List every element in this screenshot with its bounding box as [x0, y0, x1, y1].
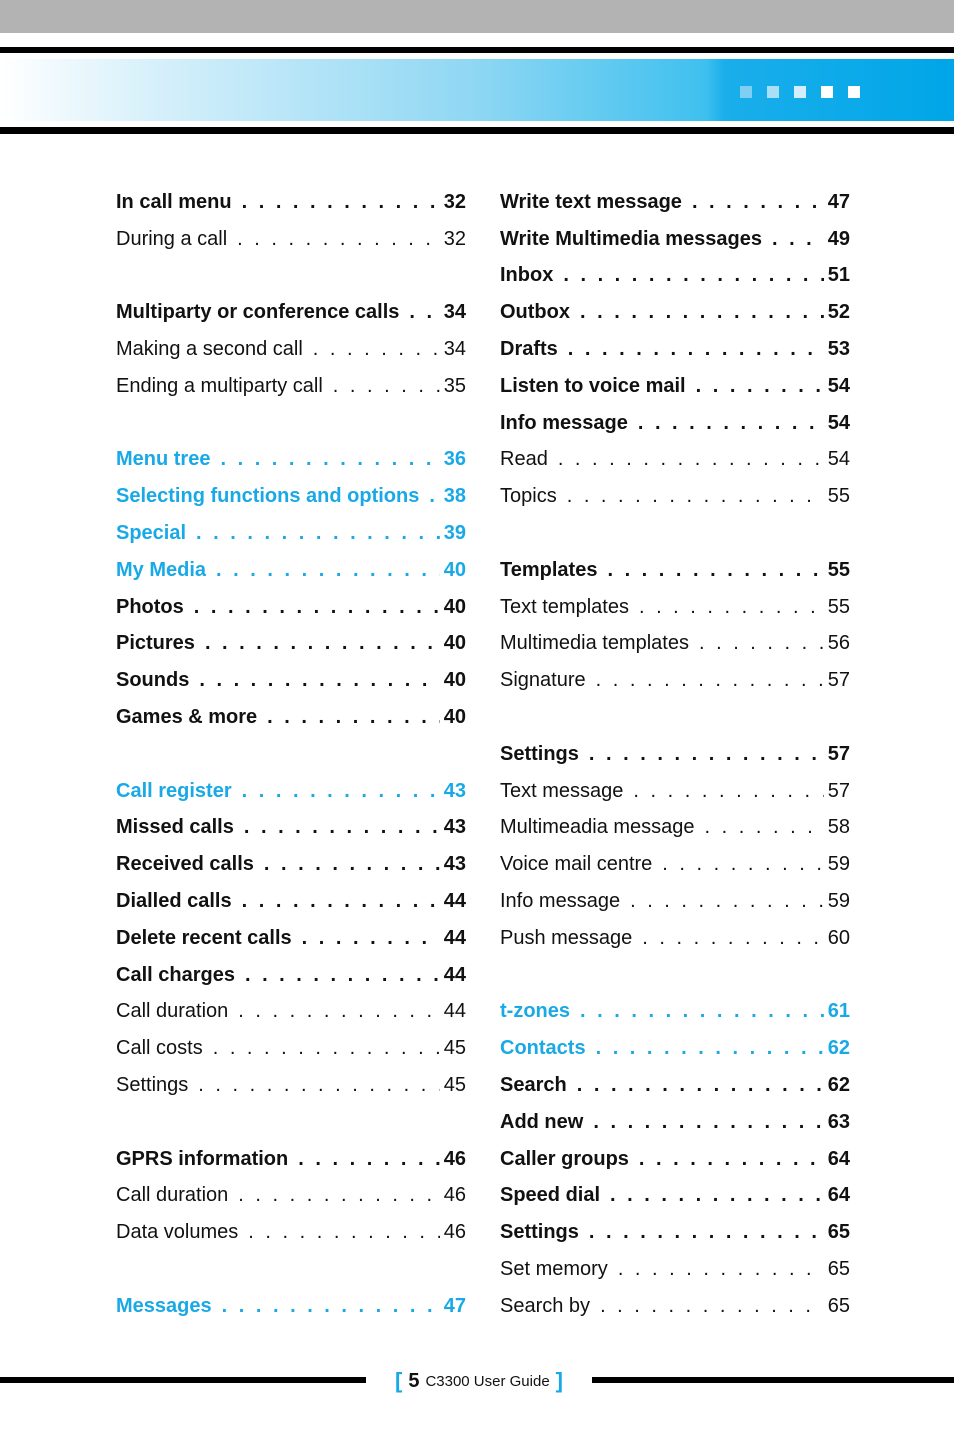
toc-leader-dots — [639, 1148, 824, 1171]
toc-leader-dots — [699, 632, 824, 655]
toc-entry[interactable] — [500, 221, 850, 258]
toc-entry-page: 63 — [827, 1110, 850, 1133]
toc-entry-title: Dialled calls — [116, 890, 232, 913]
toc-entry[interactable] — [500, 184, 850, 221]
toc-entry-title: Received calls — [116, 853, 254, 876]
toc-entry-title: Multimeadia message — [500, 816, 695, 839]
toc-entry-page: 39 — [443, 522, 466, 545]
toc-leader-dots — [248, 1221, 439, 1244]
toc-leader-dots — [429, 485, 439, 508]
toc-right-column — [500, 184, 850, 1325]
toc-entry-page: 56 — [827, 632, 850, 655]
toc-entry[interactable] — [500, 1030, 850, 1067]
toc-entry[interactable] — [116, 626, 466, 663]
toc-leader-dots — [242, 780, 440, 803]
toc-entry-title: Search — [500, 1074, 567, 1097]
toc-leader-dots — [194, 596, 440, 619]
toc-entry-page: 44 — [443, 890, 466, 913]
toc-entry-page: 46 — [443, 1221, 466, 1244]
toc-entry[interactable] — [116, 1030, 466, 1067]
toc-leader-dots — [313, 338, 440, 361]
footer-rule-left — [0, 1377, 366, 1383]
toc-entry[interactable] — [500, 883, 850, 920]
toc-entry-page: 55 — [827, 558, 850, 581]
toc-entry-page: 64 — [827, 1147, 850, 1170]
toc-entry[interactable] — [116, 515, 466, 552]
toc-entry-title: GPRS information — [116, 1147, 289, 1170]
toc-entry-title: Read — [500, 448, 548, 471]
toc-leader-dots — [593, 1111, 823, 1134]
toc-leader-dots — [222, 1295, 440, 1318]
toc-entry-page: 54 — [827, 374, 850, 397]
toc-leader-dots — [638, 412, 824, 435]
top-gray-band — [0, 0, 954, 33]
toc-entry-page: 54 — [827, 411, 850, 434]
toc-leader-dots — [216, 559, 440, 582]
toc-entry-title: Missed calls — [116, 816, 234, 839]
toc-entry[interactable] — [116, 478, 466, 515]
toc-entry[interactable] — [500, 331, 850, 368]
toc-entry-page: 52 — [827, 301, 850, 324]
bracket-open: [ — [394, 1368, 403, 1393]
toc-entry[interactable] — [500, 258, 850, 295]
toc-entry[interactable] — [500, 1288, 850, 1325]
toc-entry-page: 46 — [443, 1184, 466, 1207]
toc-entry-page: 32 — [443, 227, 466, 250]
toc-entry-page: 59 — [827, 890, 850, 913]
toc-leader-dots — [705, 816, 824, 839]
toc-entry-page: 40 — [443, 558, 466, 581]
toc-leader-dots — [298, 1148, 440, 1171]
toc-spacer — [500, 957, 850, 994]
toc-entry-title: Inbox — [500, 264, 554, 287]
toc-entry[interactable] — [500, 1067, 850, 1104]
toc-entry-page: 43 — [443, 853, 466, 876]
toc-entry-page: 45 — [443, 1074, 466, 1097]
toc-entry-title: Call register — [116, 779, 232, 802]
banner-square — [821, 86, 833, 98]
toc-leader-dots — [630, 890, 824, 913]
toc-spacer — [500, 515, 850, 552]
toc-entry-page: 61 — [827, 1000, 850, 1023]
toc-entry[interactable] — [500, 478, 850, 515]
toc-entry-page: 65 — [827, 1221, 850, 1244]
toc-entry-page: 45 — [443, 1037, 466, 1060]
toc-leader-dots — [199, 669, 439, 692]
toc-leader-dots — [237, 228, 440, 251]
bracket-close: ] — [555, 1368, 563, 1393]
toc-leader-dots — [198, 1074, 439, 1097]
toc-leader-dots — [245, 964, 440, 987]
toc-entry-page: 44 — [443, 963, 466, 986]
toc-leader-dots — [589, 1221, 824, 1244]
toc-entry-page: 40 — [443, 632, 466, 655]
toc-entry[interactable] — [500, 442, 850, 479]
toc-entry[interactable] — [500, 626, 850, 663]
banner-square — [794, 86, 806, 98]
toc-entry-title: Multiparty or conference calls — [116, 301, 400, 324]
toc-left-column — [116, 184, 466, 1325]
toc-entry-title: Data volumes — [116, 1221, 239, 1244]
toc-entry-title: Special — [116, 522, 187, 545]
toc-entry-page: 38 — [443, 485, 466, 508]
toc-leader-dots — [618, 1258, 824, 1281]
toc-leader-dots — [264, 853, 440, 876]
toc-entry-title: Call costs — [116, 1037, 203, 1060]
page-footer — [0, 1366, 954, 1396]
toc-leader-dots — [333, 375, 440, 398]
toc-entry-title: Info message — [500, 411, 628, 434]
toc-entry[interactable] — [116, 846, 466, 883]
toc-leader-dots — [558, 448, 824, 471]
header-rule-top — [0, 47, 954, 53]
toc-entry-page: 57 — [827, 742, 850, 765]
toc-leader-dots — [196, 522, 440, 545]
toc-entry-title: Settings — [500, 1221, 579, 1244]
banner-square — [740, 86, 752, 98]
toc-entry-title: Info message — [500, 890, 621, 913]
toc-entry-title: Settings — [500, 742, 579, 765]
toc-entry[interactable] — [116, 1288, 466, 1325]
banner-square — [767, 86, 779, 98]
toc-entry-title: My Media — [116, 558, 207, 581]
toc-entry[interactable] — [116, 699, 466, 736]
toc-entry[interactable] — [116, 773, 466, 810]
toc-entry-page: 65 — [827, 1294, 850, 1317]
toc-leader-dots — [238, 1184, 439, 1207]
toc-entry-title: t-zones — [500, 1000, 570, 1023]
toc-entry-title: Add new — [500, 1110, 584, 1133]
toc-entry[interactable] — [116, 883, 466, 920]
toc-entry[interactable] — [116, 957, 466, 994]
toc-entry[interactable] — [500, 994, 850, 1031]
guide-title: C3300 User Guide — [425, 1372, 550, 1390]
toc-entry-title: Selecting functions and options — [116, 485, 420, 508]
toc-entry[interactable] — [500, 294, 850, 331]
toc-entry-title: Search by — [500, 1294, 591, 1317]
toc-leader-dots — [772, 228, 824, 251]
toc-entry[interactable] — [500, 846, 850, 883]
toc-entry-title: Call charges — [116, 963, 235, 986]
toc-entry[interactable] — [116, 552, 466, 589]
page-number: 5 — [408, 1369, 420, 1392]
toc-entry-page: 40 — [443, 706, 466, 729]
toc-entry-title: Caller groups — [500, 1147, 629, 1170]
toc-spacer — [500, 699, 850, 736]
toc-entry[interactable] — [500, 920, 850, 957]
toc-entry-page: 57 — [827, 669, 850, 692]
toc-entry[interactable] — [116, 1067, 466, 1104]
toc-leader-dots — [600, 1295, 824, 1318]
toc-spacer — [116, 258, 466, 295]
toc-entry[interactable] — [500, 1141, 850, 1178]
toc-entry[interactable] — [116, 589, 466, 626]
toc-spacer — [116, 736, 466, 773]
toc-entry-title: Making a second call — [116, 338, 303, 361]
toc-leader-dots — [567, 485, 824, 508]
toc-entry-title: Set memory — [500, 1258, 608, 1280]
toc-leader-dots — [238, 1000, 439, 1023]
toc-entry-title: Write text message — [500, 190, 682, 213]
toc-entry[interactable] — [116, 920, 466, 957]
toc-entry[interactable] — [116, 442, 466, 479]
toc-entry[interactable] — [500, 1178, 850, 1215]
toc-entry-title: Contacts — [500, 1037, 586, 1060]
toc-leader-dots — [596, 669, 824, 692]
toc-leader-dots — [568, 338, 824, 361]
toc-leader-dots — [244, 816, 440, 839]
toc-entry-page: 55 — [827, 485, 850, 508]
toc-entry[interactable] — [500, 405, 850, 442]
toc-entry[interactable] — [500, 1251, 850, 1288]
toc-entry-page: 64 — [827, 1184, 850, 1207]
toc-entry-page: 34 — [443, 301, 466, 324]
footer-rule-right — [592, 1377, 954, 1383]
toc-entry-page: 54 — [827, 448, 850, 471]
toc-leader-dots — [577, 1074, 824, 1097]
toc-entry-title: Pictures — [116, 632, 195, 655]
toc-entry[interactable] — [116, 994, 466, 1031]
toc-entry[interactable] — [500, 773, 850, 810]
toc-entry-title: Multimedia templates — [500, 632, 689, 655]
toc-entry[interactable] — [500, 1104, 850, 1141]
toc-leader-dots — [692, 191, 824, 214]
toc-leader-dots — [563, 264, 823, 287]
toc-entry-page: 46 — [443, 1147, 466, 1170]
toc-leader-dots — [639, 596, 824, 619]
toc-entry-title: Settings — [116, 1074, 189, 1097]
toc-entry[interactable] — [500, 810, 850, 847]
toc-entry-page: 62 — [827, 1037, 850, 1060]
toc-entry-page: 40 — [443, 595, 466, 618]
toc-entry-title: Ending a multiparty call — [116, 374, 323, 397]
toc-leader-dots — [409, 301, 439, 324]
toc-leader-dots — [596, 1037, 824, 1060]
toc-leader-dots — [607, 559, 823, 582]
toc-entry[interactable] — [500, 1214, 850, 1251]
toc-entry-page: 65 — [827, 1258, 850, 1280]
toc-entry-page: 58 — [827, 816, 850, 839]
toc-entry-page: 53 — [827, 338, 850, 361]
toc-entry-title: Drafts — [500, 338, 558, 361]
toc-leader-dots — [662, 853, 823, 876]
toc-entry-title: Signature — [500, 669, 586, 692]
toc-entry-page: 36 — [443, 448, 466, 471]
toc-entry-page: 34 — [443, 338, 466, 361]
toc-entry-title: Speed dial — [500, 1184, 601, 1207]
toc-leader-dots — [642, 927, 823, 950]
toc-entry-title: Call duration — [116, 1000, 229, 1023]
toc-spacer — [116, 1251, 466, 1288]
toc-entry[interactable] — [500, 589, 850, 626]
toc-entry[interactable] — [116, 294, 466, 331]
toc-entry-page: 40 — [443, 669, 466, 692]
toc-entry[interactable] — [116, 368, 466, 405]
toc-entry[interactable] — [116, 184, 466, 221]
toc-entry-title: Templates — [500, 558, 598, 581]
toc-entry[interactable] — [500, 552, 850, 589]
toc-entry-title: Write Multimedia messages — [500, 227, 762, 250]
toc-leader-dots — [580, 301, 824, 324]
toc-leader-dots — [213, 1037, 440, 1060]
toc-entry[interactable] — [116, 221, 466, 258]
toc-entry-page: 55 — [827, 595, 850, 618]
toc-entry-title: Topics — [500, 485, 557, 508]
toc-entry-page: 47 — [827, 190, 850, 213]
toc-leader-dots — [242, 890, 440, 913]
toc-entry-title: Text templates — [500, 595, 629, 618]
toc-leader-dots — [580, 1000, 824, 1023]
toc-entry-title: Call duration — [116, 1184, 229, 1207]
toc-entry-page: 62 — [827, 1074, 850, 1097]
banner-squares — [740, 86, 860, 98]
toc-spacer — [116, 405, 466, 442]
toc-entry-title: Messages — [116, 1294, 212, 1317]
toc-entry-title: Text message — [500, 779, 624, 802]
toc-entry-title: In call menu — [116, 190, 232, 213]
toc-entry-title: Sounds — [116, 669, 190, 692]
toc-leader-dots — [589, 743, 824, 766]
toc-entry[interactable] — [500, 736, 850, 773]
toc-leader-dots — [205, 632, 440, 655]
toc-entry-page: 57 — [827, 779, 850, 802]
toc-entry-title: Photos — [116, 595, 184, 618]
toc-entry-title: Games & more — [116, 706, 258, 729]
footer-label — [384, 1366, 574, 1396]
toc-leader-dots — [633, 780, 823, 803]
header-rule-bottom — [0, 127, 954, 134]
toc-entry-page: 59 — [827, 853, 850, 876]
toc-entry-title: Outbox — [500, 301, 570, 324]
toc-leader-dots — [610, 1184, 824, 1207]
toc-entry-title: Delete recent calls — [116, 926, 292, 949]
toc-entry[interactable] — [116, 662, 466, 699]
toc-entry[interactable] — [116, 1141, 466, 1178]
toc-entry-page: 47 — [443, 1294, 466, 1317]
toc-leader-dots — [302, 927, 440, 950]
header-banner — [0, 59, 954, 121]
toc-entry-page: 44 — [443, 926, 466, 949]
toc-entry-title: Listen to voice mail — [500, 374, 686, 397]
toc-entry[interactable] — [500, 662, 850, 699]
toc-entry-title: Voice mail centre — [500, 853, 653, 876]
toc-leader-dots — [696, 375, 824, 398]
toc-entry-page: 43 — [443, 816, 466, 839]
toc-entry[interactable] — [116, 810, 466, 847]
toc-entry-page: 60 — [827, 926, 850, 949]
toc-entry-title: During a call — [116, 227, 228, 250]
toc-entry-page: 44 — [443, 1000, 466, 1023]
toc-entry[interactable] — [116, 1214, 466, 1251]
toc-entry-page: 32 — [443, 190, 466, 213]
toc-entry[interactable] — [116, 331, 466, 368]
toc-entry[interactable] — [116, 1178, 466, 1215]
toc-entry-page: 49 — [827, 227, 850, 250]
toc-leader-dots — [267, 706, 440, 729]
toc-leader-dots — [242, 191, 440, 214]
toc-entry-page: 43 — [443, 779, 466, 802]
toc-entry-page: 35 — [443, 374, 466, 397]
toc-entry[interactable] — [500, 368, 850, 405]
toc-entry-page: 51 — [827, 264, 850, 287]
toc-spacer — [116, 1104, 466, 1141]
toc-entry-title: Menu tree — [116, 448, 211, 471]
toc-leader-dots — [220, 448, 439, 471]
banner-square — [848, 86, 860, 98]
toc-entry-title: Push message — [500, 926, 633, 949]
